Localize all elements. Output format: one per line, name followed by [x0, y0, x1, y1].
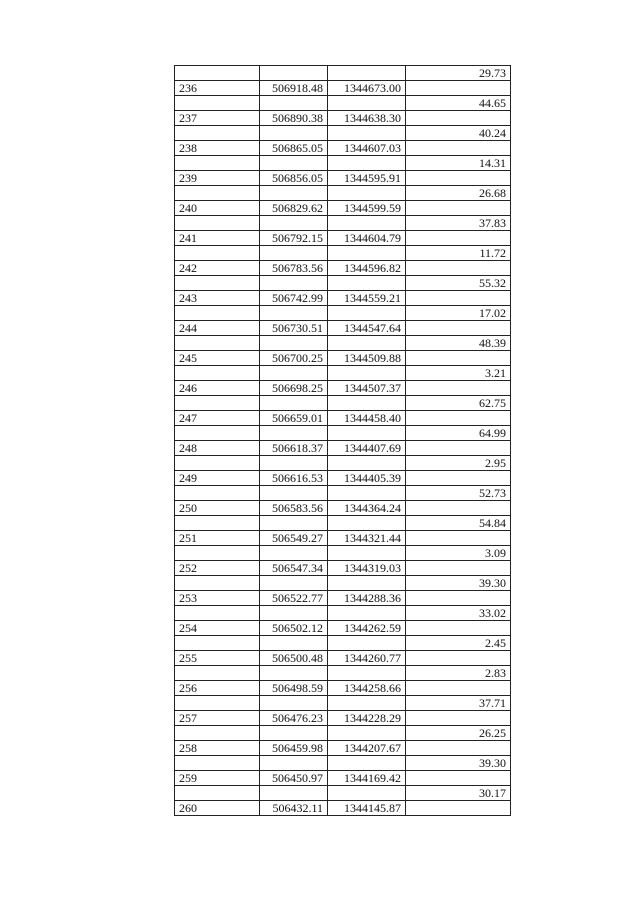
x-coordinate-cell [260, 246, 328, 261]
y-coordinate-cell [328, 186, 406, 201]
distance-row [175, 216, 511, 231]
x-coordinate-cell [260, 126, 328, 141]
point-number-cell [175, 156, 260, 171]
point-number-cell: 258 [175, 741, 260, 756]
point-row [175, 741, 511, 756]
point-row [175, 621, 511, 636]
distance-row [175, 636, 511, 651]
point-number-cell [175, 366, 260, 381]
y-coordinate-cell: 1344458.40 [328, 411, 406, 426]
x-coordinate-cell: 506618.37 [260, 441, 328, 456]
distance-cell [406, 321, 511, 336]
point-number-cell: 236 [175, 81, 260, 96]
point-number-cell: 247 [175, 411, 260, 426]
x-coordinate-cell: 506450.97 [260, 771, 328, 786]
y-coordinate-cell: 1344547.64 [328, 321, 406, 336]
distance-row [175, 516, 511, 531]
distance-cell [406, 411, 511, 426]
y-coordinate-cell [328, 306, 406, 321]
distance-cell: 2.95 [406, 456, 511, 471]
distance-row [175, 96, 511, 111]
y-coordinate-cell: 1344407.69 [328, 441, 406, 456]
x-coordinate-cell: 506856.05 [260, 171, 328, 186]
point-number-cell [175, 696, 260, 711]
x-coordinate-cell [260, 366, 328, 381]
distance-cell [406, 441, 511, 456]
point-number-cell [175, 666, 260, 681]
point-number-cell [175, 96, 260, 111]
point-number-cell [175, 486, 260, 501]
distance-row [175, 366, 511, 381]
x-coordinate-cell [260, 696, 328, 711]
point-row [175, 411, 511, 426]
point-row [175, 471, 511, 486]
distance-cell: 39.30 [406, 756, 511, 771]
x-coordinate-cell: 506890.38 [260, 111, 328, 126]
y-coordinate-cell: 1344559.21 [328, 291, 406, 306]
distance-cell: 17.02 [406, 306, 511, 321]
x-coordinate-cell: 506549.27 [260, 531, 328, 546]
point-number-cell: 259 [175, 771, 260, 786]
distance-cell [406, 711, 511, 726]
distance-cell [406, 501, 511, 516]
x-coordinate-cell: 506783.56 [260, 261, 328, 276]
y-coordinate-cell [328, 126, 406, 141]
x-coordinate-cell [260, 756, 328, 771]
point-number-cell: 250 [175, 501, 260, 516]
x-coordinate-cell [260, 156, 328, 171]
point-row [175, 531, 511, 546]
y-coordinate-cell [328, 246, 406, 261]
y-coordinate-cell: 1344596.82 [328, 261, 406, 276]
x-coordinate-cell: 506459.98 [260, 741, 328, 756]
distance-row [175, 156, 511, 171]
point-number-cell: 241 [175, 231, 260, 246]
y-coordinate-cell [328, 696, 406, 711]
coordinate-table-body [175, 66, 511, 816]
distance-cell [406, 531, 511, 546]
distance-cell [406, 111, 511, 126]
y-coordinate-cell [328, 576, 406, 591]
point-number-cell [175, 276, 260, 291]
distance-cell [406, 591, 511, 606]
x-coordinate-cell: 506918.48 [260, 81, 328, 96]
distance-row [175, 66, 511, 81]
distance-row [175, 456, 511, 471]
x-coordinate-cell: 506616.53 [260, 471, 328, 486]
distance-row [175, 606, 511, 621]
distance-cell: 54.84 [406, 516, 511, 531]
distance-cell: 3.09 [406, 546, 511, 561]
point-number-cell: 248 [175, 441, 260, 456]
x-coordinate-cell: 506792.15 [260, 231, 328, 246]
distance-cell [406, 291, 511, 306]
distance-cell: 44.65 [406, 96, 511, 111]
point-row [175, 381, 511, 396]
distance-row [175, 126, 511, 141]
y-coordinate-cell [328, 426, 406, 441]
distance-cell: 11.72 [406, 246, 511, 261]
distance-cell: 64.99 [406, 426, 511, 441]
distance-cell [406, 81, 511, 96]
distance-cell: 3.21 [406, 366, 511, 381]
distance-cell [406, 201, 511, 216]
point-number-cell [175, 186, 260, 201]
point-row [175, 201, 511, 216]
point-number-cell: 242 [175, 261, 260, 276]
point-number-cell [175, 606, 260, 621]
distance-cell: 37.71 [406, 696, 511, 711]
point-row [175, 141, 511, 156]
y-coordinate-cell [328, 216, 406, 231]
y-coordinate-cell [328, 486, 406, 501]
y-coordinate-cell: 1344321.44 [328, 531, 406, 546]
point-number-cell [175, 576, 260, 591]
y-coordinate-cell: 1344207.67 [328, 741, 406, 756]
point-number-cell [175, 546, 260, 561]
point-row [175, 711, 511, 726]
x-coordinate-cell: 506865.05 [260, 141, 328, 156]
x-coordinate-cell [260, 636, 328, 651]
x-coordinate-cell [260, 486, 328, 501]
point-number-cell: 253 [175, 591, 260, 606]
point-row [175, 441, 511, 456]
point-row [175, 771, 511, 786]
point-number-cell: 244 [175, 321, 260, 336]
y-coordinate-cell [328, 96, 406, 111]
distance-cell [406, 771, 511, 786]
y-coordinate-cell: 1344228.29 [328, 711, 406, 726]
distance-cell [406, 261, 511, 276]
point-number-cell: 237 [175, 111, 260, 126]
point-number-cell: 246 [175, 381, 260, 396]
y-coordinate-cell: 1344405.39 [328, 471, 406, 486]
point-row [175, 171, 511, 186]
point-row [175, 231, 511, 246]
point-row [175, 351, 511, 366]
distance-cell [406, 381, 511, 396]
distance-row [175, 396, 511, 411]
distance-cell [406, 351, 511, 366]
distance-cell [406, 621, 511, 636]
y-coordinate-cell [328, 546, 406, 561]
point-row [175, 291, 511, 306]
distance-cell: 2.45 [406, 636, 511, 651]
y-coordinate-cell [328, 636, 406, 651]
point-number-cell: 257 [175, 711, 260, 726]
point-number-cell [175, 786, 260, 801]
distance-row [175, 426, 511, 441]
point-number-cell: 240 [175, 201, 260, 216]
distance-cell: 2.83 [406, 666, 511, 681]
point-row [175, 651, 511, 666]
distance-cell [406, 741, 511, 756]
x-coordinate-cell [260, 726, 328, 741]
x-coordinate-cell: 506522.77 [260, 591, 328, 606]
distance-cell: 37.83 [406, 216, 511, 231]
point-row [175, 111, 511, 126]
distance-cell: 40.24 [406, 126, 511, 141]
y-coordinate-cell [328, 396, 406, 411]
distance-cell: 39.30 [406, 576, 511, 591]
x-coordinate-cell [260, 786, 328, 801]
x-coordinate-cell [260, 216, 328, 231]
y-coordinate-cell: 1344595.91 [328, 171, 406, 186]
y-coordinate-cell: 1344364.24 [328, 501, 406, 516]
x-coordinate-cell [260, 516, 328, 531]
point-number-cell: 256 [175, 681, 260, 696]
point-number-cell: 249 [175, 471, 260, 486]
distance-cell [406, 231, 511, 246]
point-number-cell: 243 [175, 291, 260, 306]
distance-row [175, 186, 511, 201]
distance-row [175, 786, 511, 801]
y-coordinate-cell [328, 456, 406, 471]
x-coordinate-cell: 506730.51 [260, 321, 328, 336]
x-coordinate-cell: 506502.12 [260, 621, 328, 636]
x-coordinate-cell [260, 666, 328, 681]
point-number-cell [175, 246, 260, 261]
point-number-cell [175, 516, 260, 531]
y-coordinate-cell [328, 516, 406, 531]
point-number-cell [175, 216, 260, 231]
distance-cell: 55.32 [406, 276, 511, 291]
point-number-cell [175, 396, 260, 411]
distance-row [175, 756, 511, 771]
point-row [175, 321, 511, 336]
y-coordinate-cell: 1344169.42 [328, 771, 406, 786]
x-coordinate-cell: 506498.59 [260, 681, 328, 696]
distance-cell: 29.73 [406, 66, 511, 81]
point-row [175, 801, 511, 816]
y-coordinate-cell [328, 336, 406, 351]
distance-row [175, 666, 511, 681]
y-coordinate-cell [328, 666, 406, 681]
point-number-cell: 260 [175, 801, 260, 816]
y-coordinate-cell: 1344507.37 [328, 381, 406, 396]
distance-row [175, 546, 511, 561]
point-number-cell [175, 126, 260, 141]
point-number-cell: 255 [175, 651, 260, 666]
y-coordinate-cell: 1344604.79 [328, 231, 406, 246]
distance-cell [406, 561, 511, 576]
x-coordinate-cell: 506700.25 [260, 351, 328, 366]
x-coordinate-cell [260, 96, 328, 111]
x-coordinate-cell [260, 276, 328, 291]
y-coordinate-cell: 1344262.59 [328, 621, 406, 636]
distance-row [175, 336, 511, 351]
distance-row [175, 486, 511, 501]
y-coordinate-cell [328, 606, 406, 621]
y-coordinate-cell: 1344673.00 [328, 81, 406, 96]
x-coordinate-cell [260, 546, 328, 561]
point-number-cell [175, 426, 260, 441]
distance-cell [406, 651, 511, 666]
distance-row [175, 306, 511, 321]
y-coordinate-cell: 1344599.59 [328, 201, 406, 216]
y-coordinate-cell [328, 366, 406, 381]
y-coordinate-cell: 1344509.88 [328, 351, 406, 366]
point-row [175, 81, 511, 96]
point-number-cell [175, 636, 260, 651]
x-coordinate-cell: 506476.23 [260, 711, 328, 726]
y-coordinate-cell: 1344288.36 [328, 591, 406, 606]
x-coordinate-cell: 506583.56 [260, 501, 328, 516]
point-row [175, 561, 511, 576]
x-coordinate-cell: 506742.99 [260, 291, 328, 306]
distance-cell: 33.02 [406, 606, 511, 621]
distance-cell [406, 141, 511, 156]
x-coordinate-cell [260, 606, 328, 621]
y-coordinate-cell [328, 156, 406, 171]
point-number-cell: 251 [175, 531, 260, 546]
distance-cell: 62.75 [406, 396, 511, 411]
distance-cell: 52.73 [406, 486, 511, 501]
y-coordinate-cell: 1344319.03 [328, 561, 406, 576]
distance-cell: 30.17 [406, 786, 511, 801]
x-coordinate-cell: 506829.62 [260, 201, 328, 216]
point-number-cell: 238 [175, 141, 260, 156]
point-number-cell [175, 336, 260, 351]
distance-row [175, 726, 511, 741]
x-coordinate-cell [260, 576, 328, 591]
x-coordinate-cell: 506432.11 [260, 801, 328, 816]
point-number-cell [175, 306, 260, 321]
y-coordinate-cell: 1344260.77 [328, 651, 406, 666]
point-number-cell: 254 [175, 621, 260, 636]
x-coordinate-cell [260, 306, 328, 321]
x-coordinate-cell [260, 186, 328, 201]
x-coordinate-cell: 506698.25 [260, 381, 328, 396]
distance-row [175, 576, 511, 591]
coordinate-table-container [174, 65, 510, 816]
distance-cell: 26.68 [406, 186, 511, 201]
y-coordinate-cell [328, 786, 406, 801]
x-coordinate-cell [260, 396, 328, 411]
distance-cell: 48.39 [406, 336, 511, 351]
distance-cell: 26.25 [406, 726, 511, 741]
point-number-cell: 239 [175, 171, 260, 186]
point-row [175, 501, 511, 516]
point-number-cell [175, 456, 260, 471]
distance-cell [406, 681, 511, 696]
y-coordinate-cell [328, 66, 406, 81]
distance-cell [406, 171, 511, 186]
point-number-cell: 245 [175, 351, 260, 366]
coordinate-table [174, 65, 511, 816]
x-coordinate-cell [260, 336, 328, 351]
x-coordinate-cell [260, 66, 328, 81]
y-coordinate-cell: 1344258.66 [328, 681, 406, 696]
x-coordinate-cell [260, 456, 328, 471]
distance-row [175, 696, 511, 711]
y-coordinate-cell: 1344145.87 [328, 801, 406, 816]
point-row [175, 261, 511, 276]
point-number-cell [175, 756, 260, 771]
distance-row [175, 246, 511, 261]
point-number-cell: 252 [175, 561, 260, 576]
distance-cell: 14.31 [406, 156, 511, 171]
y-coordinate-cell [328, 276, 406, 291]
x-coordinate-cell: 506547.34 [260, 561, 328, 576]
x-coordinate-cell: 506659.01 [260, 411, 328, 426]
y-coordinate-cell [328, 756, 406, 771]
point-row [175, 591, 511, 606]
y-coordinate-cell: 1344607.03 [328, 141, 406, 156]
y-coordinate-cell [328, 726, 406, 741]
distance-row [175, 276, 511, 291]
distance-cell [406, 801, 511, 816]
x-coordinate-cell [260, 426, 328, 441]
distance-cell [406, 471, 511, 486]
x-coordinate-cell: 506500.48 [260, 651, 328, 666]
point-number-cell [175, 726, 260, 741]
point-row [175, 681, 511, 696]
point-number-cell [175, 66, 260, 81]
y-coordinate-cell: 1344638.30 [328, 111, 406, 126]
